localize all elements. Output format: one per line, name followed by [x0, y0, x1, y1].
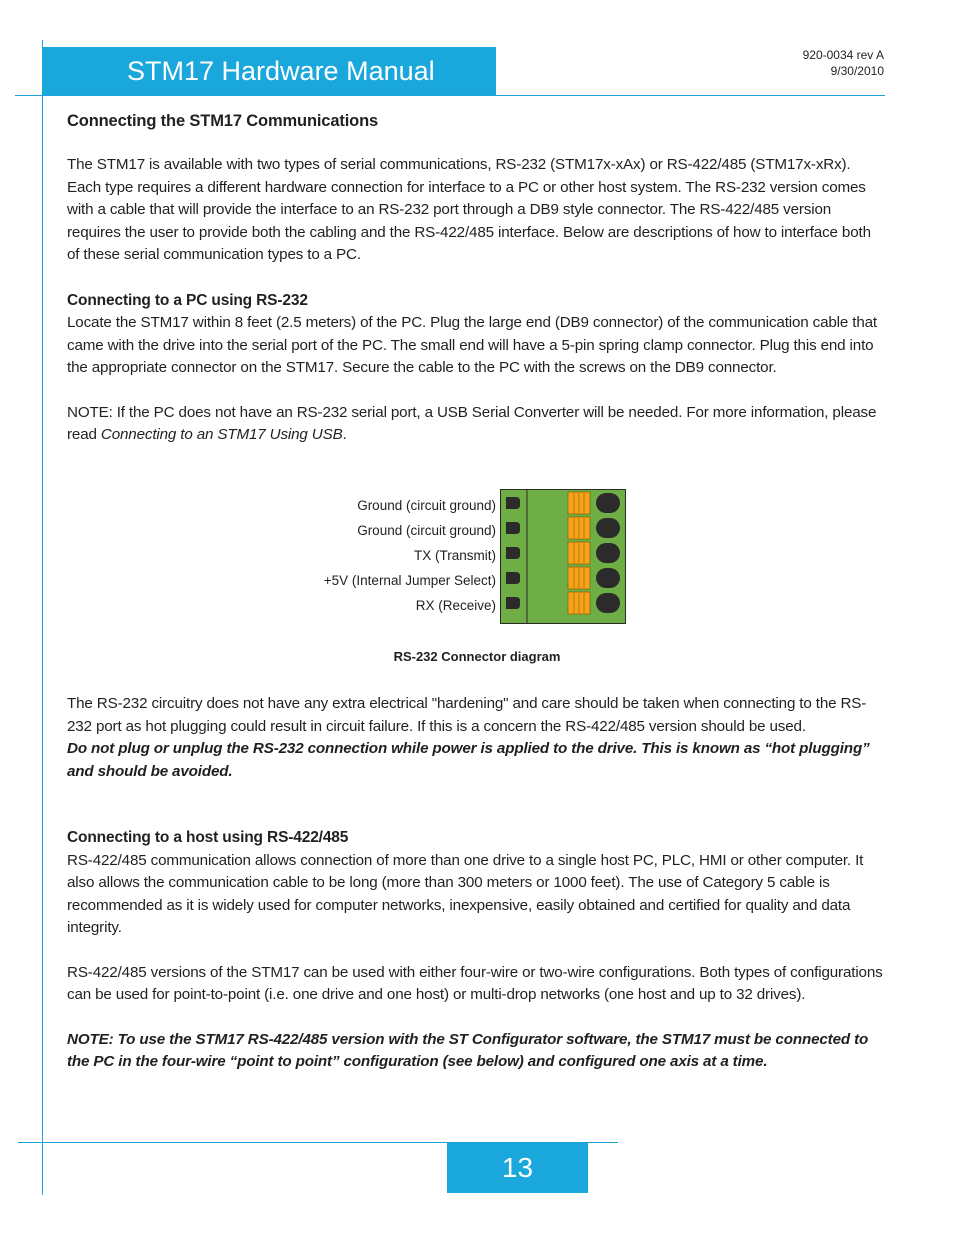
hardening-paragraph: The RS-232 circuitry does not have any extra electrical "hardening" and care should be taken when connecting to the RS-232 port as hot plugging could result in circuit failure. If this is a concern the RS-422/485 version should be used. — [67, 695, 867, 735]
usb-note — [67, 402, 885, 447]
page-content-lower — [67, 693, 885, 1074]
hot-plug-warning: Do not plug or unplug the RS-232 connection while power is applied to the drive. This is known as “hot plugging” and should be avoided. — [67, 740, 870, 780]
pin-label: Ground (circuit ground) — [357, 498, 496, 513]
pin-label: RX (Receive) — [415, 598, 496, 613]
pin-label: Ground (circuit ground) — [357, 523, 496, 538]
configurator-note: NOTE: To use the STM17 RS-422/485 version with the ST Configurator software, the STM17 must be connected to the PC in the four-wire “point to point” configuration (see below) and configured one axis at a time. — [67, 1030, 869, 1070]
doc-date: 9/30/2010 — [830, 64, 884, 78]
rs232-connector-diagram — [500, 489, 626, 624]
doc-number: 920-0034 rev A — [802, 48, 884, 62]
pin-label-list — [270, 493, 496, 618]
section-heading-communications: Connecting the STM17 Communications — [67, 112, 379, 130]
figure-caption: RS-232 Connector diagram — [393, 649, 561, 664]
page-content — [67, 110, 885, 447]
header-horizontal-rule — [15, 95, 885, 96]
document-meta — [803, 47, 884, 79]
rs232-paragraph: Locate the STM17 within 8 feet (2.5 meters) of the PC. Plug the large end (DB9 connector) of the communication cable that came with the drive into the serial port of the PC. The small end will have a 5-pin spring clamp connector. Plug this end into the appropriate connector on the STM17. Secure the cable to the PC with the screws on the DB9 connector. — [67, 314, 878, 376]
rs485-paragraph-2: RS-422/485 versions of the STM17 can be used with either four-wire or two-wire configurations. Both types of configurations can be used for point-to-point (i.e. one drive and one host) or multi-drop networks (one host and up to 32 drives). — [67, 963, 883, 1003]
usb-note-text: NOTE: If the PC does not have an RS-232 serial port, a USB Serial Converter will be needed. For more information, please read — [67, 403, 877, 443]
section-heading-rs232: Connecting to a PC using RS-232 — [67, 291, 308, 309]
pin-label: +5V (Internal Jumper Select) — [323, 573, 496, 588]
communications-paragraph: The STM17 is available with two types of serial communications, RS-232 (STM17x-xAx) or RS-422/485 (STM17x-xRx). Each type requires a different hardware connection for interface to a PC or other host system. The RS-232 version comes with a cable that will provide the interface to an RS-232 port through a DB9 style connector. The RS-422/485 version requires the user to provide both the cabling and the RS-422/485 interface. Below are descriptions of how to interface both of these serial communication types to a PC. — [67, 156, 871, 263]
page-number: 13 — [447, 1143, 588, 1193]
manual-title: STM17 Hardware Manual — [42, 47, 496, 95]
header-vertical-rule — [42, 40, 43, 1195]
section-heading-rs485: Connecting to a host using RS-422/485 — [67, 829, 349, 846]
rs485-paragraph-1: RS-422/485 communication allows connection of more than one drive to a single host PC, PLC, HMI or other computer. It also allows the communication cable to be long (more than 300 meters or 1000 feet). The use of Category 5 cable is recommended as it is widely used for computer networks, inexpensive, easily obtained and certified for quality and data integrity. — [67, 851, 864, 936]
usb-note-suffix: . — [342, 426, 347, 443]
pin-label: TX (Transmit) — [414, 548, 496, 563]
usb-guide-link[interactable]: Connecting to an STM17 Using USB — [100, 426, 343, 443]
